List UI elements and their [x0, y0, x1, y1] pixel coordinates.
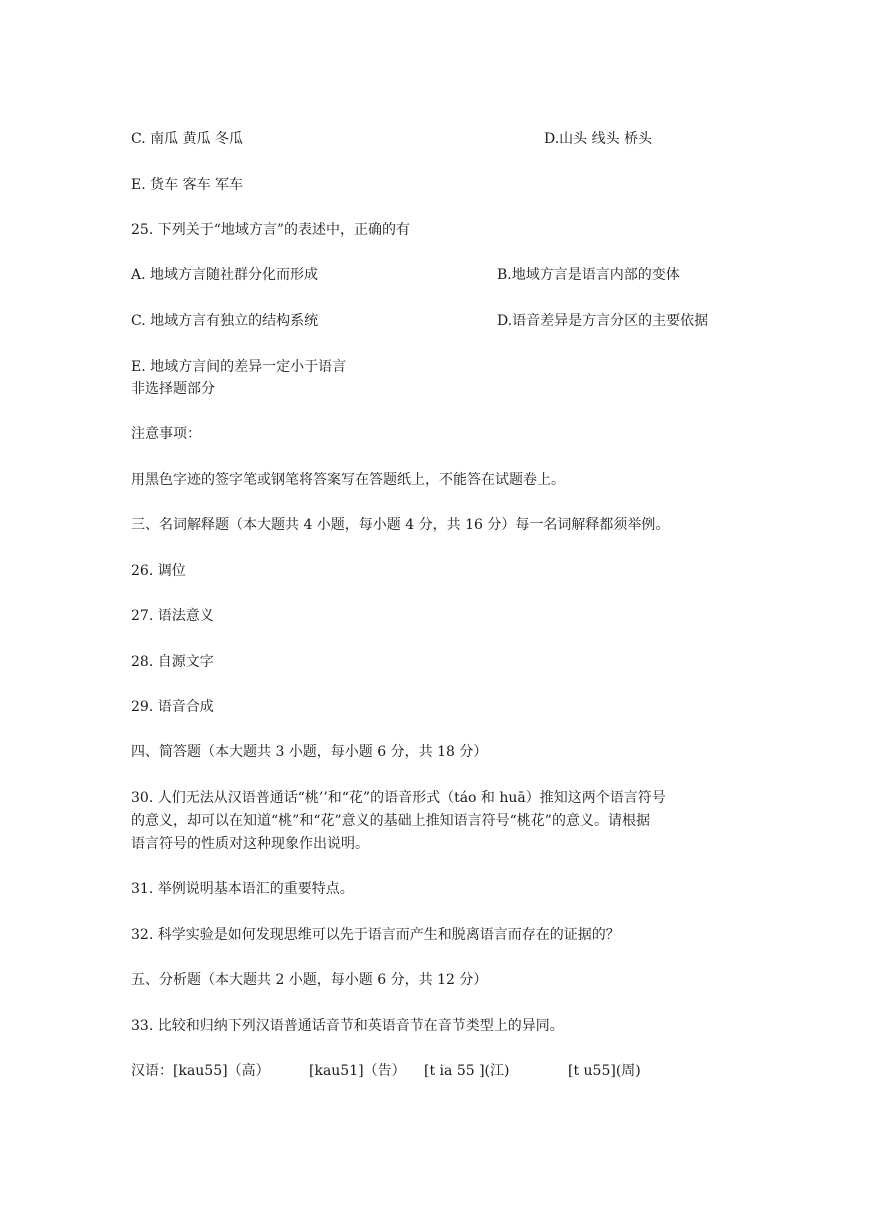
option-25e: E. 地域方言间的差异一定小于语言 [131, 359, 347, 375]
nonchoice-title: 非选择题部分 [131, 381, 215, 397]
question-30-line-2: 的意义，却可以在知道“桃”和“花”意义的基础上推知语言符号“桃花”的意义。请根据 [131, 813, 650, 829]
example-zhou: [t u55](周) [568, 1063, 641, 1079]
example-jiang: [t ia 55 ](江) [424, 1063, 510, 1079]
example-gao: [kau55]（高） [173, 1063, 270, 1079]
option-24e: E. 货车 客车 军车 [131, 177, 244, 193]
section-4-heading: 四、简答题（本大题共 3 小题，每小题 6 分，共 18 分） [131, 744, 488, 760]
question-30-line-1: 30. 人们无法从汉语普通话“桃’’和“花”的语音形式（táo 和 huā）推知这两个语言符号 [131, 790, 666, 806]
example-gao4: [kau51]（告） [309, 1063, 406, 1079]
question-33: 33. 比较和归纳下列汉语普通话音节和英语音节在音节类型上的异同。 [131, 1018, 564, 1034]
question-29: 29. 语音合成 [131, 699, 214, 715]
option-25a: A. 地域方言随社群分化而形成 [131, 267, 319, 283]
section-5-heading: 五、分析题（本大题共 2 小题，每小题 6 分，共 12 分） [131, 972, 488, 988]
notice-text: 用黑色字迹的签字笔或钢笔将答案写在答题纸上，不能答在试题卷上。 [131, 472, 565, 488]
option-25b: B.地域方言是语言内部的变体 [497, 267, 680, 283]
question-30-line-3: 语言符号的性质对这种现象作出说明。 [131, 836, 369, 852]
question-27: 27. 语法意义 [131, 608, 214, 624]
option-25c: C. 地域方言有独立的结构系统 [131, 313, 319, 329]
option-24c: C. 南瓜 黄瓜 冬瓜 [131, 131, 244, 147]
chinese-label: 汉语： [131, 1063, 173, 1079]
question-25-stem: 25. 下列关于“地域方言”的表述中，正确的有 [131, 222, 411, 238]
option-24d: D.山头 线头 桥头 [544, 131, 653, 147]
question-32: 32. 科学实验是如何发现思维可以先于语言而产生和脱离语言而存在的证据的？ [131, 927, 620, 943]
question-31: 31. 举例说明基本语汇的重要特点。 [131, 881, 354, 897]
section-3-heading: 三、名词解释题（本大题共 4 小题，每小题 4 分，共 16 分）每一名词解释都须举例。 [131, 517, 670, 533]
option-25d: D.语音差异是方言分区的主要依据 [497, 313, 709, 329]
question-28: 28. 自源文字 [131, 654, 214, 670]
question-26: 26. 调位 [131, 563, 186, 579]
chinese-examples-row [131, 1061, 641, 1081]
notice-label: 注意事项： [131, 426, 201, 442]
